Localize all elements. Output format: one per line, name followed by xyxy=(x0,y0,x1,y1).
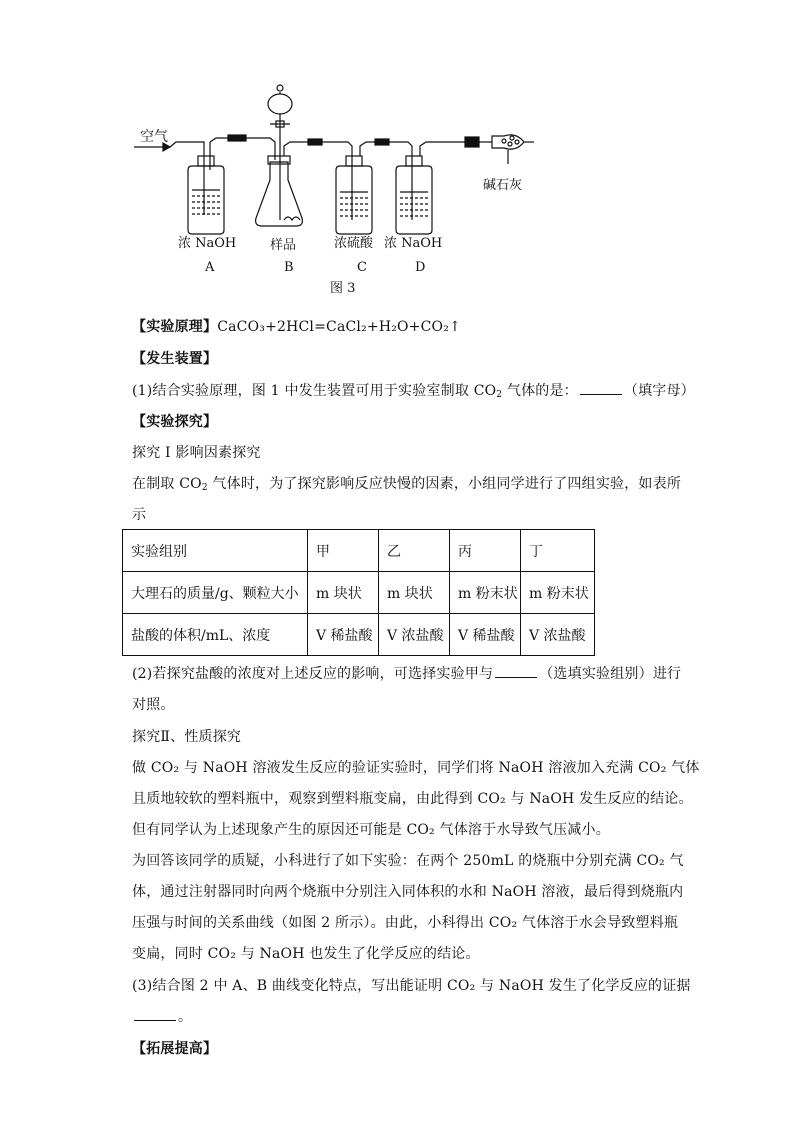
q1-text-a: (1)结合实验原理，图 1 中发生装置可用于实验室制取 CO xyxy=(132,383,497,399)
question-1 xyxy=(132,380,695,400)
table-cell: V 稀盐酸 xyxy=(450,614,521,656)
table-cell: 丙 xyxy=(450,530,521,572)
para-1-line-2: 示 xyxy=(132,507,147,523)
para1-text-b: 气体时，为了探究影响反应快慢的因素，小组同学进行了四组实验，如表所 xyxy=(207,476,682,492)
para1-sub: 2 xyxy=(201,483,208,493)
para-3-line-3: 压强与时间的关系曲线（如图 2 所示）。由此，小科得出 CO₂ 气体溶于水会导致塑料瓶 xyxy=(132,915,679,931)
table-cell: V 稀盐酸 xyxy=(308,614,379,656)
table-cell: 实验组别 xyxy=(123,530,308,572)
explore-1-title: 探究 I 影响因素探究 xyxy=(132,445,261,461)
q1-sub: 2 xyxy=(496,390,503,400)
para-3-line-4: 变扁，同时 CO₂ 与 NaOH 也发生了化学反应的结论。 xyxy=(132,946,480,962)
q1-text-b: 气体的是： xyxy=(502,383,578,399)
letter-a: A xyxy=(205,260,215,275)
q3-end: 。 xyxy=(178,1009,193,1025)
apparatus-figure xyxy=(120,70,540,300)
table-row xyxy=(123,614,595,656)
label-a: 浓 NaOH xyxy=(178,236,237,251)
principle-equation: CaCO₃+2HCl=CaCl₂+H₂O+CO₂↑ xyxy=(217,319,461,335)
para1-text-a: 在制取 CO xyxy=(132,476,202,492)
table-cell: m 块状 xyxy=(379,572,450,614)
label-d: 浓 NaOH xyxy=(384,236,443,251)
question-3-line-2 xyxy=(132,1006,192,1026)
letter-c: C xyxy=(357,260,367,275)
table-cell: V 浓盐酸 xyxy=(379,614,450,656)
air-label: 空气 xyxy=(140,129,168,145)
letter-d: D xyxy=(415,260,426,275)
principle-heading: 【实验原理】 xyxy=(132,319,218,335)
table-cell: 盐酸的体积/mL、浓度 xyxy=(123,614,308,656)
q1-answer-blank[interactable] xyxy=(580,382,622,395)
q3-answer-blank[interactable] xyxy=(134,1008,176,1021)
soda-lime-label: 碱石灰 xyxy=(483,178,523,193)
table-cell: 甲 xyxy=(308,530,379,572)
figure-caption: 图 3 xyxy=(330,281,356,296)
para-3-line-1: 为回答该同学的质疑，小科进行了如下实验：在两个 250mL 的烧瓶中分别充满 CO₂ 气 xyxy=(132,853,684,869)
question-2 xyxy=(132,663,681,683)
apparatus-drawing xyxy=(120,70,540,300)
q2-text-a: (2)若探究盐酸的浓度对上述反应的影响，可选择实验甲与 xyxy=(132,666,494,682)
table-cell: 乙 xyxy=(379,530,450,572)
label-c: 浓硫酸 xyxy=(334,236,374,251)
table-cell: 大理石的质量/g、颗粒大小 xyxy=(123,572,308,614)
letter-b: B xyxy=(284,260,294,275)
q2-answer-blank[interactable] xyxy=(495,665,537,678)
device-heading: 【发生装置】 xyxy=(132,351,218,367)
para-3-line-2: 体，通过注射器同时向两个烧瓶中分别注入同体积的水和 NaOH 溶液，最后得到烧瓶内 xyxy=(132,884,684,900)
explore-heading: 【实验探究】 xyxy=(132,414,218,430)
extend-heading: 【拓展提高】 xyxy=(132,1041,218,1057)
para-2-line-2: 且质地较软的塑料瓶中，观察到塑料瓶变扁，由此得到 CO₂ 与 NaOH 发生反应的结论。 xyxy=(132,791,693,807)
q1-text-c: （填字母） xyxy=(623,383,695,399)
explore-2-title: 探究Ⅱ、性质探究 xyxy=(132,729,242,745)
table-row xyxy=(123,572,595,614)
q2-text-b: （选填实验组别）进行 xyxy=(539,666,682,682)
question-3: (3)结合图 2 中 A、B 曲线变化特点，写出能证明 CO₂ 与 NaOH 发生了化学反应的证据 xyxy=(132,978,691,994)
para-1-line-1 xyxy=(132,473,681,493)
principle-line xyxy=(132,316,461,336)
label-b: 样品 xyxy=(270,238,297,253)
experiment-table xyxy=(122,529,595,656)
table-cell: 丁 xyxy=(521,530,595,572)
para-2-line-3: 但有同学认为上述现象产生的原因还可能是 CO₂ 气体溶于水导致气压减小。 xyxy=(132,822,610,838)
table-cell: m 粉末状 xyxy=(450,572,521,614)
para-2-line-1: 做 CO₂ 与 NaOH 溶液发生反应的验证实验时，同学们将 NaOH 溶液加入充满 CO₂ 气体 xyxy=(132,760,700,776)
question-2-line-2: 对照。 xyxy=(132,697,175,713)
table-cell: V 浓盐酸 xyxy=(521,614,595,656)
table-cell: m 粉末状 xyxy=(521,572,595,614)
table-cell: m 块状 xyxy=(308,572,379,614)
table-row xyxy=(123,530,595,572)
